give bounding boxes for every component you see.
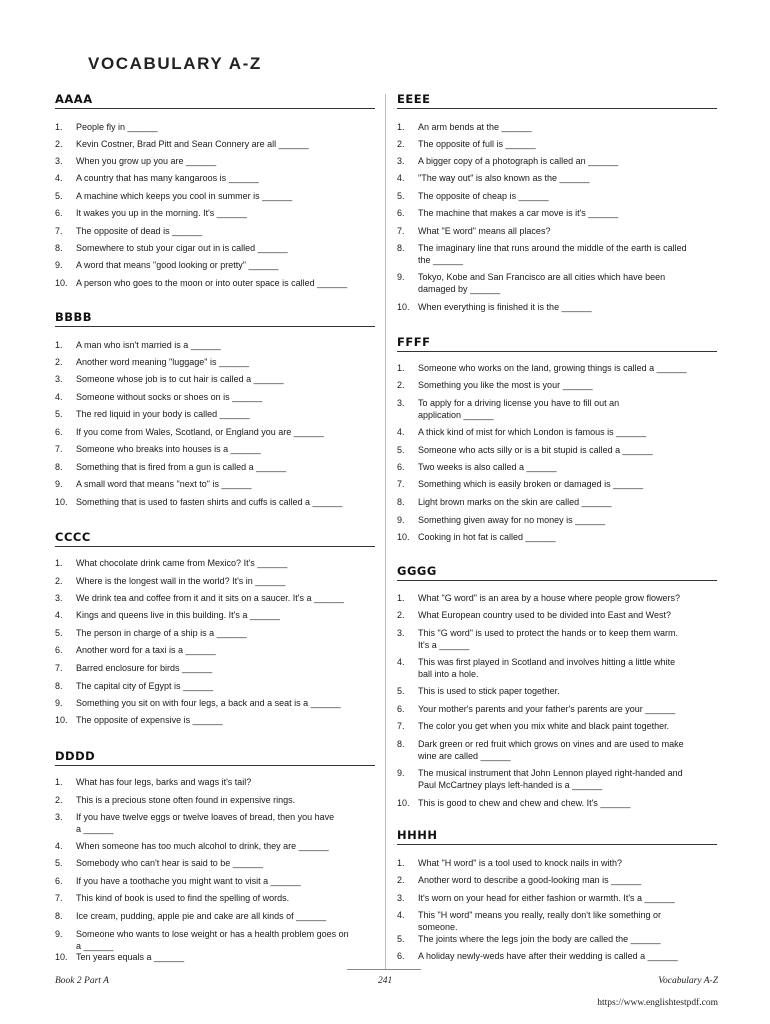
item-number: 2. [397,380,405,390]
vocab-item [397,921,717,933]
item-number: 6. [397,462,405,472]
vocab-item [397,592,717,604]
item-number: 5. [55,409,63,419]
item-text: The opposite of dead is ______ [76,226,203,236]
vocab-item [397,639,717,651]
item-text: This "H word" means you really, really don't like something or [418,910,662,920]
vocab-item [397,379,717,391]
vocab-item [397,656,717,668]
item-number: 8. [55,681,63,691]
vocab-item [397,703,717,715]
item-number: 4. [55,392,63,402]
item-text: A small word that means "next to" is ______ [76,479,252,489]
vocab-item [397,797,717,809]
item-text: It's worn on your head for either fashion or warmth. It's a ______ [418,893,675,903]
vocab-item [55,811,375,823]
item-text: What European country used to be divided into East and West? [418,610,671,620]
item-text: Kings and queens live in this building. It's a ______ [76,610,280,620]
item-number: 4. [397,657,405,667]
item-text: Someone without socks or shoes on is ______ [76,392,263,402]
vocab-item [55,461,375,473]
vocab-item [397,668,717,680]
item-text: When everything is finished it is the ______ [418,302,592,312]
item-number: 9. [55,929,63,939]
vocab-item [55,644,375,656]
item-number: 8. [55,911,63,921]
item-number: 8. [55,462,63,472]
column-divider [385,94,386,970]
item-text: The color you get when you mix white and black paint together. [418,721,670,731]
vocab-item [397,478,717,490]
item-number: 8. [397,739,405,749]
item-number: 9. [397,272,405,282]
item-text: The capital city of Egypt is ______ [76,681,214,691]
vocab-item [55,138,375,150]
item-text: People fly in ______ [76,122,158,132]
vocab-item [55,714,375,726]
item-text: If you come from Wales, Scotland, or England you are ______ [76,427,324,437]
item-number: 6. [55,876,63,886]
item-text: Someone who breaks into houses is a ______ [76,444,261,454]
item-number: 3. [397,156,405,166]
vocab-item [55,557,375,569]
item-number: 2. [55,795,63,805]
vocab-item [397,138,717,150]
item-text: A machine which keeps you cool in summer is ______ [76,191,293,201]
item-number: 3. [397,398,405,408]
item-text: The opposite of cheap is ______ [418,191,549,201]
item-text: The machine that makes a car move is it's ______ [418,208,619,218]
vocab-item [397,627,717,639]
vocab-item [55,225,375,237]
vocab-item [55,155,375,167]
item-text: A word that means "good looking or pretty" ______ [76,260,279,270]
item-text: Somewhere to stub your cigar out in is called ______ [76,243,288,253]
item-number: 4. [397,910,405,920]
item-number: 2. [397,610,405,620]
item-text: This is good to chew and chew and chew. It's ______ [418,798,631,808]
item-text: Something given away for no money is ______ [418,515,606,525]
item-text: Ten years equals a ______ [76,952,185,962]
item-number: 2. [55,357,63,367]
item-text: Another word for a taxi is a ______ [76,645,216,655]
item-text: What "E word" means all places? [418,226,551,236]
item-text: Paul McCartney plays left-handed is a ______ [418,780,603,790]
item-number: 10. [55,497,68,507]
vocab-item [397,254,717,266]
item-number: 4. [55,610,63,620]
vocab-item [397,750,717,762]
vocab-item [397,738,717,750]
vocab-item [397,242,717,254]
vocab-item [397,933,717,945]
item-text: damaged by ______ [418,284,501,294]
vocab-item [397,271,717,283]
item-number: 3. [55,593,63,603]
item-number: 6. [397,704,405,714]
vocab-item [397,909,717,921]
item-text: Something which is easily broken or damaged is ______ [418,479,644,489]
item-number: 5. [397,191,405,201]
item-text: Cooking in hot fat is called ______ [418,532,556,542]
item-text: the ______ [418,255,464,265]
item-text: application ______ [418,410,494,420]
item-number: 1. [55,122,63,132]
item-text: Where is the longest wall in the world? It's in ______ [76,576,286,586]
vocab-item [55,277,375,289]
vocab-item [55,426,375,438]
vocab-item [397,397,717,409]
vocab-item [55,259,375,271]
item-text: Tokyo, Kobe and San Francisco are all cities which have been [418,272,666,282]
item-text: A bigger copy of a photograph is called an ______ [418,156,619,166]
item-number: 2. [55,139,63,149]
item-text: The imaginary line that runs around the middle of the earth is called [418,243,687,253]
item-number: 1. [55,777,63,787]
item-text: When someone has too much alcohol to drink, they are ______ [76,841,329,851]
vocab-item [55,391,375,403]
vocab-item [397,767,717,779]
section-heading-h: HHHH [397,828,717,845]
item-text: The person in charge of a ship is a ______ [76,628,247,638]
vocab-item [55,356,375,368]
vocab-item [55,875,375,887]
item-text: What "H word" is a tool used to knock nails in with? [418,858,622,868]
item-number: 3. [55,812,63,822]
item-text: If you have twelve eggs or twelve loaves of bread, then you have [76,812,335,822]
vocab-item [55,794,375,806]
vocab-item [397,190,717,202]
vocab-item [397,207,717,219]
section-heading-f: FFFF [397,335,717,352]
item-text: Two weeks is also called a ______ [418,462,557,472]
vocab-item [55,373,375,385]
vocab-item [55,496,375,508]
item-number: 5. [397,934,405,944]
item-number: 2. [55,576,63,586]
item-number: 7. [397,721,405,731]
item-text: What chocolate drink came from Mexico? It's ______ [76,558,288,568]
vocab-item [55,776,375,788]
item-number: 3. [55,374,63,384]
vocab-item [397,874,717,886]
item-number: 9. [397,768,405,778]
item-text: Something that is fired from a gun is called a ______ [76,462,287,472]
item-text: This "G word" is used to protect the hands or to keep them warm. [418,628,679,638]
vocab-item [397,301,717,313]
vocab-item [55,443,375,455]
item-text: A country that has many kangaroos is ______ [76,173,259,183]
vocab-item [55,242,375,254]
vocab-item [55,892,375,904]
item-text: A person who goes to the moon or into outer space is called ______ [76,278,348,288]
item-text: a ______ [76,824,114,834]
item-number: 10. [397,302,410,312]
item-number: 4. [397,427,405,437]
vocab-item [397,155,717,167]
footer-left: Book 2 Part A [55,976,109,986]
item-text: a ______ [76,941,114,951]
item-text: Light brown marks on the skin are called ______ [418,497,612,507]
vocab-item [55,910,375,922]
vocab-item [55,408,375,420]
vocab-item [55,592,375,604]
vocab-item [55,627,375,639]
item-text: Barred enclosure for birds ______ [76,663,213,673]
item-number: 1. [397,363,405,373]
item-text: It's a ______ [418,640,470,650]
item-number: 1. [397,593,405,603]
item-number: 4. [55,841,63,851]
item-text: We drink tea and coffee from it and it sits on a saucer. It's a ______ [76,593,345,603]
item-text: If you have a toothache you might want to visit a ______ [76,876,301,886]
footer-right: Vocabulary A-Z [658,976,718,986]
section-heading-b: BBBB [55,310,375,327]
item-number: 3. [397,628,405,638]
item-text: Somebody who can't hear is said to be ______ [76,858,263,868]
vocab-item [55,928,375,940]
item-number: 7. [55,444,63,454]
vocab-item [55,840,375,852]
item-text: Another word meaning "luggage" is ______ [76,357,250,367]
item-number: 5. [55,191,63,201]
item-number: 8. [397,243,405,253]
vocab-item [55,207,375,219]
item-text: When you grow up you are ______ [76,156,217,166]
item-number: 5. [397,686,405,696]
item-text: This kind of book is used to find the spelling of words. [76,893,290,903]
item-text: Your mother's parents and your father's parents are your ______ [418,704,676,714]
item-number: 8. [397,497,405,507]
vocab-item [397,950,717,962]
item-text: The musical instrument that John Lennon played right-handed and [418,768,683,778]
item-text: wine are called ______ [418,751,511,761]
vocab-item [55,857,375,869]
item-number: 10. [55,952,68,962]
vocab-item [397,426,717,438]
item-text: What has four legs, barks and wags it's tail? [76,777,252,787]
item-text: The opposite of full is ______ [418,139,536,149]
vocab-item [55,662,375,674]
item-text: A man who isn't married is a ______ [76,340,221,350]
item-number: 7. [397,226,405,236]
item-number: 9. [397,515,405,525]
item-text: The opposite of expensive is ______ [76,715,223,725]
item-text: ball into a hole. [418,669,479,679]
vocab-item [397,283,717,295]
vocab-item [55,172,375,184]
item-text: Someone who acts silly or is a bit stupid is called a ______ [418,445,653,455]
item-number: 1. [397,122,405,132]
item-number: 7. [55,663,63,673]
item-text: A thick kind of mist for which London is famous is ______ [418,427,647,437]
item-text: An arm bends at the ______ [418,122,532,132]
item-number: 2. [397,875,405,885]
item-number: 1. [397,858,405,868]
item-number: 9. [55,698,63,708]
item-text: someone. [418,922,458,932]
vocab-item [55,680,375,692]
item-text: What "G word" is an area by a house where people grow flowers? [418,593,681,603]
item-text: Something you like the most is your ______ [418,380,593,390]
vocab-item [397,514,717,526]
item-number: 5. [55,858,63,868]
item-number: 10. [55,278,68,288]
vocab-item [397,779,717,791]
vocab-item [55,478,375,490]
item-number: 10. [55,715,68,725]
footer-page-number: 241 [378,976,393,986]
item-number: 10. [397,532,410,542]
item-number: 3. [55,156,63,166]
vocab-item [55,121,375,133]
item-number: 5. [397,445,405,455]
item-text: Another word to describe a good-looking man is ______ [418,875,642,885]
item-text: Dark green or red fruit which grows on vines and are used to make [418,739,684,749]
item-text: The red liquid in your body is called ______ [76,409,250,419]
item-number: 6. [55,645,63,655]
section-heading-a: AAAA [55,92,375,109]
vocab-item [397,685,717,697]
vocab-item [397,121,717,133]
item-number: 2. [397,139,405,149]
vocab-item [397,461,717,473]
vocab-item [55,697,375,709]
vocab-item [55,339,375,351]
vocab-item [55,609,375,621]
vocab-item [397,609,717,621]
item-text: Something that is used to fasten shirts and cuffs is called a ______ [76,497,343,507]
item-number: 1. [55,558,63,568]
vocab-item [397,892,717,904]
vocab-item [55,575,375,587]
page-title: VOCABULARY A-Z [88,54,262,73]
item-number: 6. [397,208,405,218]
vocab-item [397,409,717,421]
vocab-item [397,857,717,869]
item-number: 4. [55,173,63,183]
item-text: Someone whose job is to cut hair is called a ______ [76,374,284,384]
item-number: 6. [55,208,63,218]
item-number: 10. [397,798,410,808]
item-text: Something you sit on with four legs, a back and a seat is a ______ [76,698,341,708]
item-number: 9. [55,260,63,270]
item-text: Someone who wants to lose weight or has a health problem goes on [76,929,349,939]
footer-url: https://www.englishtestpdf.com [597,998,718,1008]
vocab-item [397,225,717,237]
item-text: Kevin Costner, Brad Pitt and Sean Connery are all ______ [76,139,309,149]
vocab-item [397,531,717,543]
item-number: 7. [397,479,405,489]
vocab-item [397,720,717,732]
item-number: 8. [55,243,63,253]
vocab-item [55,190,375,202]
section-heading-c: CCCC [55,530,375,547]
vocab-item [55,823,375,835]
item-text: This was first played in Scotland and involves hitting a little white [418,657,676,667]
vocab-item [397,444,717,456]
item-number: 3. [397,893,405,903]
vocab-item [397,172,717,184]
item-number: 9. [55,479,63,489]
item-number: 5. [55,628,63,638]
item-text: It wakes you up in the morning. It's ______ [76,208,247,218]
item-number: 6. [55,427,63,437]
item-text: "The way out" is also known as the ______ [418,173,590,183]
item-text: To apply for a driving license you have to fill out an [418,398,620,408]
section-heading-e: EEEE [397,92,717,109]
item-text: Someone who works on the land, growing things is called a ______ [418,363,687,373]
item-text: This is used to stick paper together. [418,686,560,696]
section-heading-d: DDDD [55,749,375,766]
section-heading-g: GGGG [397,564,717,581]
item-text: A holiday newly-weds have after their wedding is called a ______ [418,951,678,961]
item-number: 7. [55,893,63,903]
vocab-item [397,496,717,508]
item-text: Ice cream, pudding, apple pie and cake are all kinds of ______ [76,911,327,921]
item-number: 6. [397,951,405,961]
vocab-item [55,951,375,963]
item-text: This is a precious stone often found in expensive rings. [76,795,296,805]
item-text: The joints where the legs join the body are called the ______ [418,934,661,944]
item-number: 7. [55,226,63,236]
bottom-rule [347,969,421,970]
vocab-item [397,362,717,374]
item-number: 4. [397,173,405,183]
item-number: 1. [55,340,63,350]
